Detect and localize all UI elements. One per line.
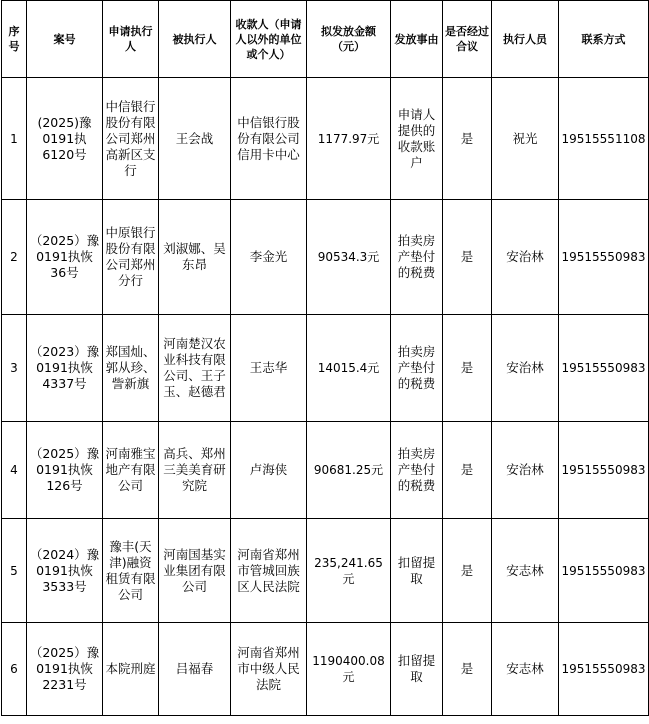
cell-reason: 拍卖房产垫付的税费 xyxy=(391,200,443,315)
cell-contact: 19515550983 xyxy=(559,422,649,519)
cell-meeting: 是 xyxy=(443,519,492,623)
cell-reason: 拍卖房产垫付的税费 xyxy=(391,422,443,519)
header-amount: 拟发放金额（元） xyxy=(307,1,391,78)
cell-contact: 19515550983 xyxy=(559,623,649,716)
cell-applicant: 郑国灿、郭从珍、訾新旗 xyxy=(103,315,159,422)
cell-payee: 王志华 xyxy=(231,315,307,422)
header-payee: 收款人（申请人以外的单位或个人） xyxy=(231,1,307,78)
cell-amount: 1190400.08元 xyxy=(307,623,391,716)
cell-meeting: 是 xyxy=(443,422,492,519)
cell-payee: 河南省郑州市中级人民法院 xyxy=(231,623,307,716)
cell-officer: 安治林 xyxy=(492,200,559,315)
header-meeting: 是否经过合议 xyxy=(443,1,492,78)
cell-officer: 祝光 xyxy=(492,78,559,200)
cell-reason: 扣留提取 xyxy=(391,623,443,716)
cell-case-no: （2023）豫0191执恢4337号 xyxy=(27,315,103,422)
cell-respondent: 吕福春 xyxy=(159,623,231,716)
cell-seq: 2 xyxy=(2,200,27,315)
cell-respondent: 刘淑娜、吴东昂 xyxy=(159,200,231,315)
header-applicant: 申请执行人 xyxy=(103,1,159,78)
cell-respondent: 河南楚汉农业科技有限公司、王子玉、赵德君 xyxy=(159,315,231,422)
cell-seq: 5 xyxy=(2,519,27,623)
header-respondent: 被执行人 xyxy=(159,1,231,78)
header-reason: 发放事由 xyxy=(391,1,443,78)
cell-seq: 6 xyxy=(2,623,27,716)
cell-meeting: 是 xyxy=(443,315,492,422)
cell-case-no: (2025)豫0191执6120号 xyxy=(27,78,103,200)
cell-reason: 扣留提取 xyxy=(391,519,443,623)
cell-contact: 19515550983 xyxy=(559,200,649,315)
table-row xyxy=(2,422,649,519)
cell-respondent: 河南国基实业集团有限公司 xyxy=(159,519,231,623)
cell-payee: 中信银行股份有限公司信用卡中心 xyxy=(231,78,307,200)
cell-applicant: 豫丰(天津)融资租赁有限公司 xyxy=(103,519,159,623)
table-row xyxy=(2,200,649,315)
cell-applicant: 本院刑庭 xyxy=(103,623,159,716)
cell-payee: 李金光 xyxy=(231,200,307,315)
cell-respondent: 高兵、郑州三美美育研究院 xyxy=(159,422,231,519)
cell-officer: 安治林 xyxy=(492,315,559,422)
table-row xyxy=(2,623,649,716)
table-row xyxy=(2,315,649,422)
cell-payee: 卢海侠 xyxy=(231,422,307,519)
cell-amount: 90681.25元 xyxy=(307,422,391,519)
cell-meeting: 是 xyxy=(443,78,492,200)
header-row xyxy=(2,1,649,78)
cell-amount: 235,241.65元 xyxy=(307,519,391,623)
cell-reason: 拍卖房产垫付的税费 xyxy=(391,315,443,422)
cell-seq: 3 xyxy=(2,315,27,422)
cell-reason: 申请人提供的收款账户 xyxy=(391,78,443,200)
cell-amount: 90534.3元 xyxy=(307,200,391,315)
cell-contact: 19515550983 xyxy=(559,519,649,623)
cell-case-no: （2024）豫0191执恢3533号 xyxy=(27,519,103,623)
cell-contact: 19515550983 xyxy=(559,315,649,422)
cell-case-no: （2025）豫0191执恢36号 xyxy=(27,200,103,315)
cell-applicant: 中信银行股份有限公司郑州高新区支行 xyxy=(103,78,159,200)
disbursement-table xyxy=(1,0,649,716)
cell-meeting: 是 xyxy=(443,623,492,716)
header-officer: 执行人员 xyxy=(492,1,559,78)
cell-seq: 1 xyxy=(2,78,27,200)
cell-amount: 14015.4元 xyxy=(307,315,391,422)
cell-applicant: 中原银行股份有限公司郑州分行 xyxy=(103,200,159,315)
header-seq: 序号 xyxy=(2,1,27,78)
cell-officer: 安治林 xyxy=(492,422,559,519)
cell-case-no: （2025）豫0191执恢126号 xyxy=(27,422,103,519)
cell-officer: 安志林 xyxy=(492,519,559,623)
cell-respondent: 王会战 xyxy=(159,78,231,200)
cell-applicant: 河南雅宝地产有限公司 xyxy=(103,422,159,519)
cell-payee: 河南省郑州市管城回族区人民法院 xyxy=(231,519,307,623)
cell-case-no: （2025）豫0191执恢2231号 xyxy=(27,623,103,716)
cell-officer: 安志林 xyxy=(492,623,559,716)
cell-contact: 19515551108 xyxy=(559,78,649,200)
header-case-no: 案号 xyxy=(27,1,103,78)
cell-seq: 4 xyxy=(2,422,27,519)
table-row xyxy=(2,78,649,200)
cell-amount: 1177.97元 xyxy=(307,78,391,200)
table-row xyxy=(2,519,649,623)
header-contact: 联系方式 xyxy=(559,1,649,78)
cell-meeting: 是 xyxy=(443,200,492,315)
